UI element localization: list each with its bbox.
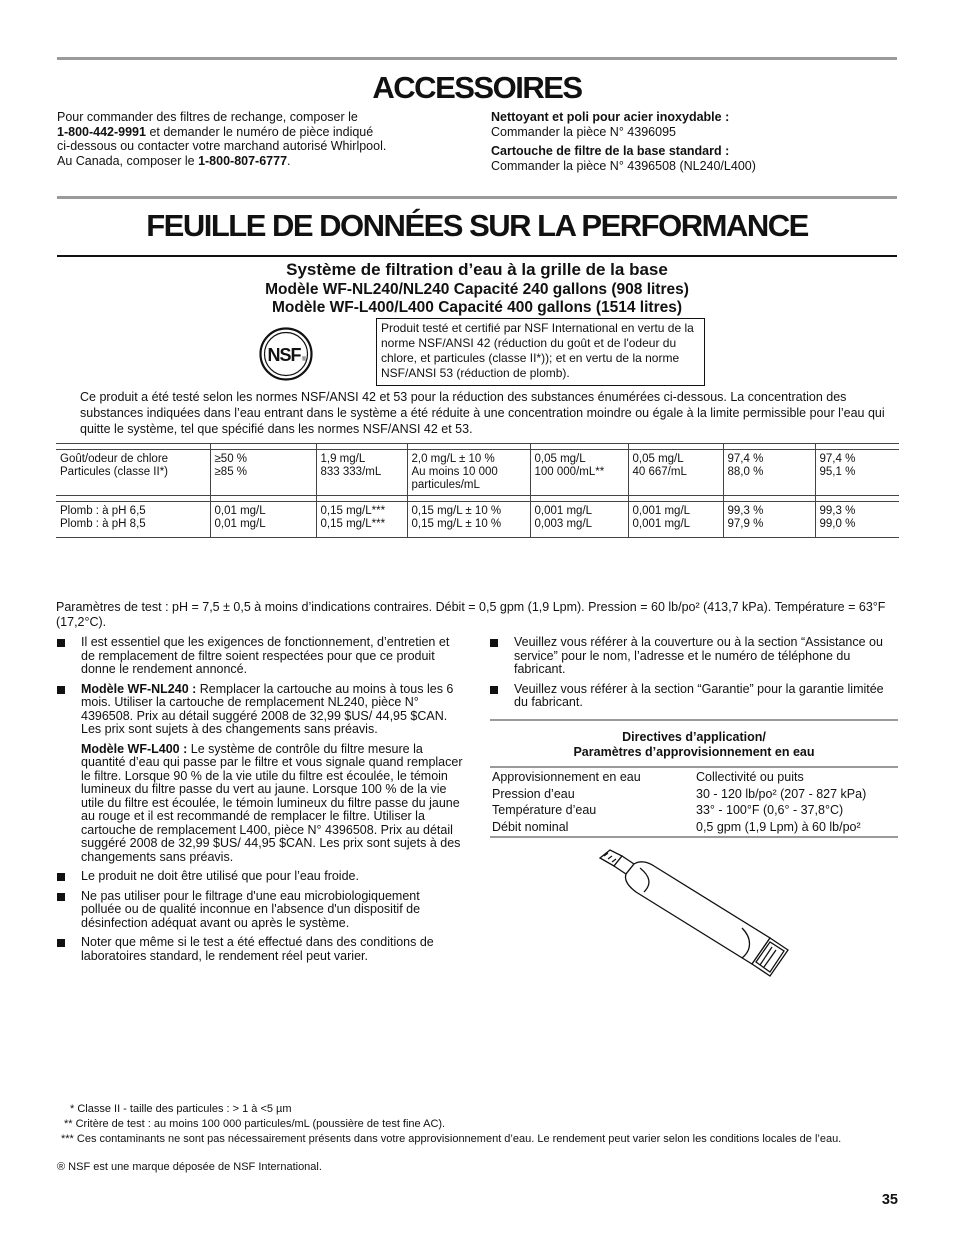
- directives-value: Collectivité ou puits: [696, 770, 804, 784]
- directives-label: Température d’eau: [492, 803, 597, 817]
- left-bullet-list: [57, 636, 463, 969]
- nsf-logo-text: NSF: [267, 345, 301, 365]
- accessory-parts: [491, 110, 897, 173]
- directives-rows: [490, 768, 898, 835]
- table-cell: Plomb : à pH 6,5 Plomb : à pH 8,5: [56, 502, 210, 538]
- list-item: [57, 683, 463, 865]
- bullet-text: Noter que même si le test a été effectué dans des conditions de laboratoires standard, le rendement réel peut varier.: [81, 935, 434, 963]
- list-item: [490, 636, 898, 677]
- cleaner-part: Commander la pièce N° 4396095: [491, 124, 676, 139]
- model-label: Modèle WF-L400 :: [81, 741, 188, 756]
- accessories-title: ACCESSOIRES: [372, 70, 582, 105]
- order-text: Pour commander des filtres de rechange, composer le: [57, 110, 358, 124]
- filter-cartridge-icon: [592, 846, 802, 980]
- directives-row: [490, 802, 898, 819]
- performance-title: FEUILLE DE DONNÉES SUR LA PERFORMANCE: [146, 208, 808, 243]
- list-item: [57, 870, 463, 884]
- table-cell: ≥50 % ≥85 %: [210, 450, 316, 496]
- footnote-4: ® NSF est une marque déposée de NSF International.: [57, 1161, 322, 1173]
- order-text: ci-dessous ou contacter votre marchand autorisé Whirlpool.: [57, 139, 387, 153]
- order-text: et demander le numéro de pièce indiqué: [145, 124, 374, 139]
- nsf-certification-box: Produit testé et certifié par NSF International en vertu de la norme NSF/ANSI 42 (réduction du goût et de l'odeur du chlore, et particules (classe II*)); et en vertu de la norme NSF/ANSI 53 (réduction de plomb).: [376, 318, 705, 386]
- directives-label: Approvisionnement en eau: [492, 770, 641, 784]
- cartridge-label: Cartouche de filtre de la base standard :: [491, 144, 730, 158]
- bullet-icon: [57, 893, 65, 901]
- table-cell: 0,15 mg/L*** 0,15 mg/L***: [316, 502, 407, 538]
- directives-value: 30 - 120 lb/po² (207 - 827 kPa): [696, 786, 867, 801]
- table-cell: Goût/odeur de chlore Particules (classe II*): [56, 450, 210, 496]
- table-cell: 2,0 mg/L ± 10 % Au moins 10 000 particules/mL: [407, 450, 530, 496]
- directives-title: [490, 719, 898, 768]
- table-cell: 0,05 mg/L 100 000/mL**: [530, 450, 628, 496]
- right-bullet-list: [490, 636, 898, 716]
- order-text: Au Canada, composer le: [57, 153, 199, 168]
- directives-row: [490, 769, 898, 786]
- table-cell: 0,001 mg/L 0,001 mg/L: [628, 502, 723, 538]
- bullet-text: Remplacer la cartouche au moins à tous les 6 mois. Utiliser la cartouche de remplacement NL240, pièce N° 4396508. Prix au détail suggéré 2008 de 32,99 $US/ 44,95 $CAN. Les prix sont sujets à des changements sans préavis.: [81, 681, 454, 736]
- table-cell: 99,3 % 99,0 %: [815, 502, 899, 538]
- table-cell: 99,3 % 97,9 %: [723, 502, 815, 538]
- bullet-text: Le système de contrôle du filtre mesure la quantité d’eau qui passe par le filtre et vous signale quand remplacer le filtre. Lorsque 90 % de la vie utile du filtre est écoulée, le témoin lumineux du filtre passe du vert au jaune. Lorsque 100 % de la vie utile du filtre est écoulée, le témoin lumineux du filtre passe du jaune au rouge et il est recommandé de remplacer le filtre. Utiliser la cartouche de remplacement L400, pièce N° 4396508. Prix au détail suggéré 2008 de 32,99 $US/ 44,95 $CAN. Les prix sont sujets à des changements sans préavis.: [81, 741, 463, 864]
- top-rule: [57, 57, 897, 60]
- section-rule: [57, 196, 897, 199]
- nsf-logo: [259, 327, 313, 381]
- table-row-aesthetic: [56, 450, 899, 496]
- directives-value: 33° - 100°F (0,6° - 37,8°C): [696, 803, 844, 817]
- bullet-text: Ne pas utiliser pour le filtrage d'une eau microbiologiquement polluée ou de qualité inconnue en l'absence d'un dispositif de désinfection adéquat avant ou après le système.: [81, 888, 421, 930]
- directives-label: Débit nominal: [492, 819, 569, 834]
- model-label: Modèle WF-NL240 :: [81, 681, 197, 696]
- directives-row: [490, 819, 898, 836]
- bullet-text: Veuillez vous référer à la couverture ou à la section “Assistance ou service” pour le nom, l’adresse et le numéro de téléphone du fabricant.: [514, 635, 883, 676]
- bullet-icon: [490, 686, 498, 694]
- order-instructions: Pour commander des filtres de rechange, composer le 1-800-442-9991 et demander le numéro de pièce indiqué ci-dessous ou contacter votre marchand autorisé Whirlpool. Au Canada, composer le 1-800-807-6777.: [57, 110, 387, 168]
- table-row-contaminant: [56, 502, 899, 538]
- test-parameters: Paramètres de test : pH = 7,5 ± 0,5 à moins d’indications contraires. Débit = 0,5 gpm (1,9 Lpm). Pression = 60 lb/po² (413,7 kPa). Température = 63°F (17,2°C).: [56, 600, 886, 629]
- list-item: [57, 936, 463, 963]
- bullet-icon: [57, 939, 65, 947]
- phone-canada: 1-800-807-6777: [198, 153, 288, 168]
- directives-label: Pression d’eau: [492, 786, 575, 801]
- phone-us: 1-800-442-9991: [57, 124, 146, 139]
- bullet-text: Il est essentiel que les exigences de fonctionnement, d’entretien et de remplacement de filtre soient respectées pour que ce produit donne le rendement annoncé.: [81, 635, 450, 676]
- directives-bottom-rule: [490, 836, 898, 838]
- model-line-2: Modèle WF-L400/L400 Capacité 400 gallons (1514 litres): [271, 299, 683, 316]
- nsf-logo-icon: [259, 327, 313, 381]
- directives-title-line: Paramètres d’approvisionnement en eau: [573, 745, 815, 759]
- directives-value: 0,5 gpm (1,9 Lpm) à 60 lb/po²: [696, 819, 861, 834]
- svg-text:®: ®: [301, 357, 307, 363]
- filter-cartridge-illustration: [592, 846, 802, 980]
- table-cell: 97,4 % 88,0 %: [723, 450, 815, 496]
- page-number: 35: [881, 1192, 898, 1208]
- footnote-3: *** Ces contaminants ne sont pas nécessairement présents dans votre approvisionnement d’eau. Le rendement peut varier selon les conditions locales de l’eau.: [61, 1133, 842, 1145]
- bullet-icon: [57, 873, 65, 881]
- list-item: [57, 890, 463, 931]
- cartridge-part: Commander la pièce N° 4396508 (NL240/L400): [491, 158, 756, 173]
- directives-table: [490, 719, 898, 838]
- list-item: [57, 636, 463, 677]
- bullet-text: Veuillez vous référer à la section “Garantie” pour la garantie limitée du fabricant.: [514, 681, 884, 709]
- table-cell: 0,15 mg/L ± 10 % 0,15 mg/L ± 10 %: [407, 502, 530, 538]
- footnote-2: ** Critère de test : au moins 100 000 particules/mL (poussière de test fine AC).: [64, 1118, 446, 1130]
- table-cell: 97,4 % 95,1 %: [815, 450, 899, 496]
- directives-row: [490, 786, 898, 803]
- bullet-text: Le produit ne doit être utilisé que pour l’eau froide.: [81, 869, 359, 883]
- directives-title-line: Directives d’application/: [622, 730, 766, 744]
- model-line-1: Modèle WF-NL240/NL240 Capacité 240 gallons (908 litres): [265, 281, 689, 298]
- title-rule: [57, 255, 897, 257]
- bullet-icon: [57, 639, 65, 647]
- table-cell: 0,01 mg/L 0,01 mg/L: [210, 502, 316, 538]
- footnote-1: * Classe II - taille des particules : > 1 à <5 µm: [70, 1103, 292, 1115]
- performance-table: [56, 443, 899, 538]
- table-cell: 0,05 mg/L 40 667/mL: [628, 450, 723, 496]
- cleaner-label: Nettoyant et poli pour acier inoxydable :: [491, 110, 730, 124]
- intro-paragraph: Ce produit a été testé selon les normes NSF/ANSI 42 et 53 pour la réduction des substances énumérées ci-dessous. La concentration des substances indiquées dans l’eau entrant dans le système a été réduite à une concentration moindre ou égale à la limite permissible pour l’eau qui quitte le système, tel que spécifié dans les normes NSF/ANSI 42 et 53.: [80, 390, 885, 436]
- table-cell: 1,9 mg/L 833 333/mL: [316, 450, 407, 496]
- bullet-icon: [57, 686, 65, 694]
- table-cell: 0,001 mg/L 0,003 mg/L: [530, 502, 628, 538]
- bullet-icon: [490, 639, 498, 647]
- system-title: Système de filtration d’eau à la grille de la base: [286, 260, 668, 279]
- list-item: [490, 683, 898, 710]
